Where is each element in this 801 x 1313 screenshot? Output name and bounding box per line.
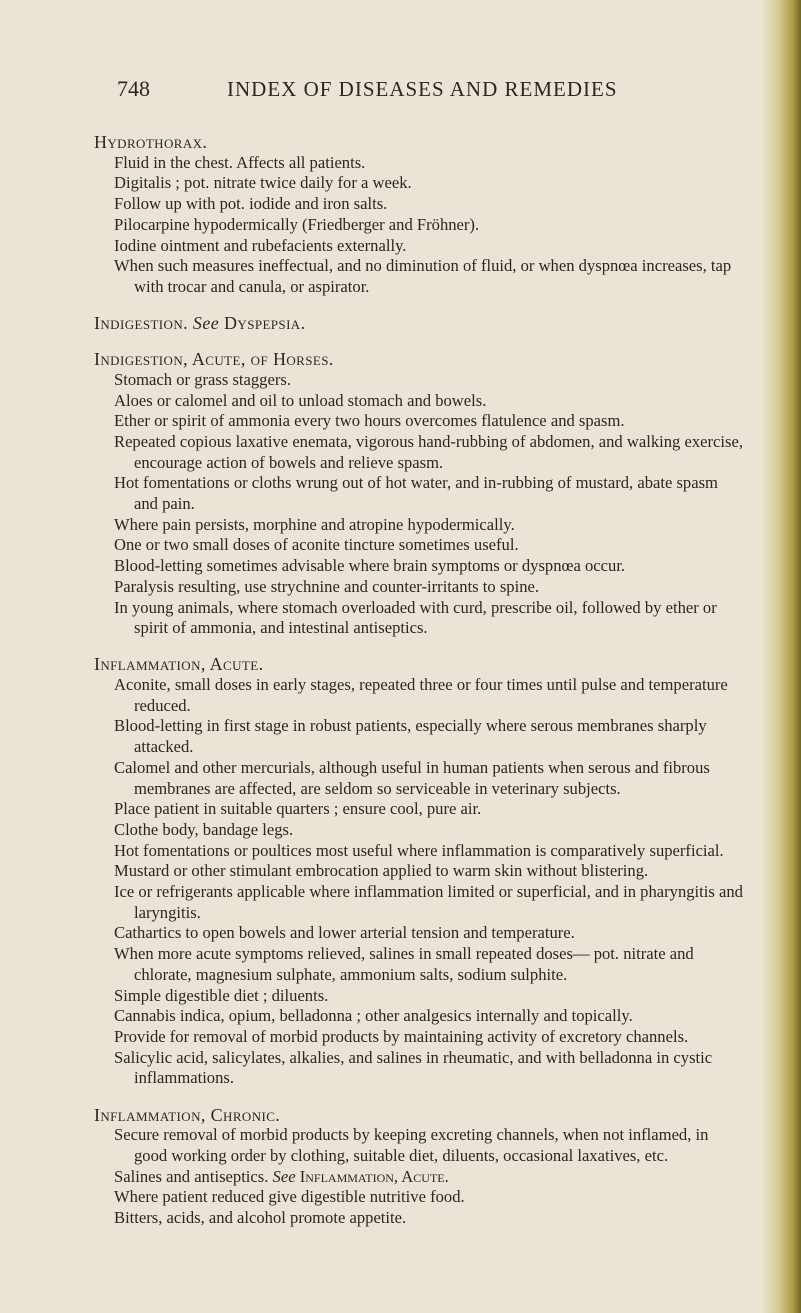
index-entry: Bitters, acids, and alcohol promote appetite.: [114, 1208, 407, 1228]
cross-reference: Dyspepsia.: [224, 313, 306, 334]
index-section-hydrothorax: [94, 132, 744, 298]
index-section-indigestion: [94, 313, 744, 334]
index-entry: One or two small doses of aconite tincture sometimes useful.: [114, 535, 519, 555]
section-heading: Hydrothorax.: [94, 132, 208, 152]
index-entry: Where patient reduced give digestible nutritive food.: [114, 1187, 465, 1207]
index-entry: Cannabis indica, opium, belladonna ; other analgesics internally and topically.: [114, 1006, 633, 1026]
page-header: [117, 76, 629, 102]
section-heading: Inflammation, Chronic.: [94, 1104, 281, 1125]
cross-reference: Inflammation, Acute.: [299, 1166, 449, 1186]
index-entry: Hot fomentations or cloths wrung out of hot water, and in-rubbing of mustard, abate spasm and pain.: [114, 473, 718, 514]
index-entry: In young animals, where stomach overloaded with curd, prescribe oil, followed by ether or spirit of ammonia, and intestinal antiseptics.: [114, 597, 717, 638]
index-section-indigestion-acute-horses: [94, 349, 744, 639]
index-entry: When more acute symptoms relieved, salines in small repeated doses— pot. nitrate and chlorate, magnesium sulphate, ammonium salts, sodium sulphite.: [114, 944, 694, 984]
index-entry: When such measures ineffectual, and no diminution of fluid, or when dyspnœa increases, tap with trocar and canula, or aspirator.: [114, 256, 732, 296]
index-entry: Mustard or other stimulant embrocation applied to warm skin without blistering.: [114, 861, 649, 881]
section-heading: Indigestion, Acute, of Horses.: [94, 349, 334, 370]
index-entry: Follow up with pot. iodide and iron salts.: [114, 194, 388, 214]
index-entry: Iodine ointment and rubefacients externally.: [114, 235, 407, 255]
index-content: [94, 132, 744, 1244]
running-head: INDEX OF DISEASES AND REMEDIES: [227, 77, 618, 101]
heading-text: Indigestion.: [94, 313, 189, 334]
index-section-inflammation-chronic: [94, 1105, 744, 1229]
index-entry: Provide for removal of morbid products by maintaining activity of excretory channels.: [114, 1027, 689, 1046]
index-entry: Blood-letting in first stage in robust patients, especially where serous membranes sharply attacked.: [114, 716, 707, 757]
index-entry: Hot fomentations or poultices most useful where inflammation is comparatively superficial.: [114, 840, 724, 860]
index-entry: Simple digestible diet ; diluents.: [114, 985, 329, 1005]
index-entry: Digitalis ; pot. nitrate twice daily for a week.: [114, 173, 412, 193]
index-entry: Aconite, small doses in early stages, repeated three or four times until pulse and temperature reduced.: [114, 675, 728, 715]
index-entry: Repeated copious laxative enemata, vigorous hand-rubbing of abdomen, and walking exercise, encourage action of bowels and relieve spasm.: [114, 431, 743, 472]
index-entry: Place patient in suitable quarters ; ensure cool, pure air.: [114, 799, 482, 819]
entry-text: Salines and antiseptics.: [114, 1166, 269, 1186]
index-entry: Cathartics to open bowels and lower arterial tension and temperature.: [114, 923, 575, 943]
index-entry: Pilocarpine hypodermically (Friedberger and Fröhner).: [114, 214, 480, 234]
index-entry: Where pain persists, morphine and atropine hypodermically.: [114, 514, 515, 534]
index-entry: Secure removal of morbid products by keeping excreting channels, when not inflamed, in good working order by clothing, suitable diet, diluents, occasional laxatives, etc.: [114, 1125, 709, 1165]
index-entry: Fluid in the chest. Affects all patients.: [114, 152, 366, 172]
section-heading: Inflammation, Acute.: [94, 654, 264, 675]
index-entry: Blood-letting sometimes advisable where brain symptoms or dyspnœa occur.: [114, 556, 626, 576]
index-entry: Paralysis resulting, use strychnine and counter-irritants to spine.: [114, 576, 540, 596]
index-entry: Clothe body, bandage legs.: [114, 819, 294, 839]
index-section-inflammation-acute: [94, 654, 744, 1089]
index-entry: Ether or spirit of ammonia every two hours overcomes flatulence and spasm.: [114, 411, 625, 431]
see-label: See: [192, 313, 220, 334]
index-entry: [94, 1167, 744, 1188]
index-entry: Ice or refrigerants applicable where inflammation limited or superficial, and in pharyngitis and laryngitis.: [114, 882, 743, 922]
index-entry: Salicylic acid, salicylates, alkalies, and salines in rheumatic, and with belladonna in cystic inflammations.: [114, 1047, 713, 1088]
page-edge-shadow: [761, 0, 801, 1313]
index-entry: Stomach or grass staggers.: [114, 369, 291, 389]
section-heading: [94, 313, 744, 334]
page-number: 748: [117, 76, 150, 101]
index-entry: Aloes or calomel and oil to unload stomach and bowels.: [114, 390, 487, 410]
see-label: See: [272, 1166, 296, 1186]
index-entry: Calomel and other mercurials, although useful in human patients when serous and fibrous membranes are affected, are seldom so serviceable in veterinary subjects.: [114, 757, 710, 798]
